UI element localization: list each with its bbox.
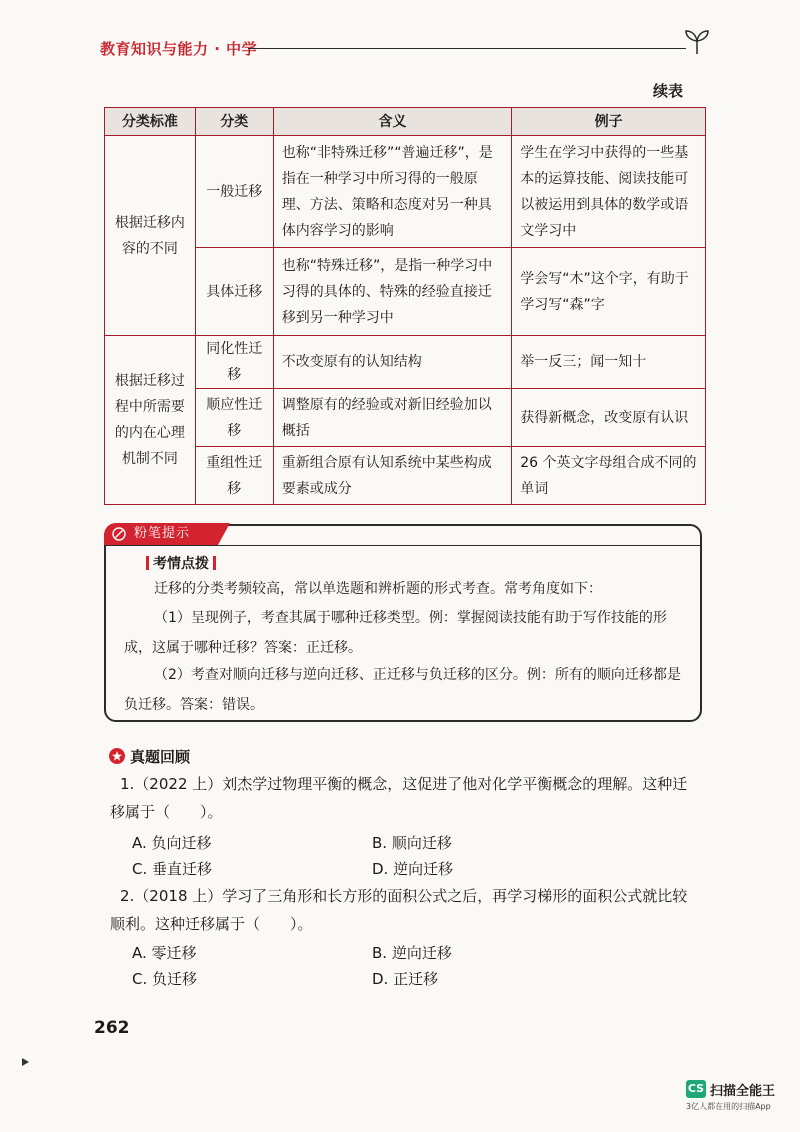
category-cell: 一般迁移 — [195, 136, 273, 248]
review-heading: 真题回顾 — [130, 748, 191, 766]
table-row — [105, 336, 706, 389]
criterion-cell: 根据迁移内容的不同 — [105, 136, 196, 336]
meaning-cell: 不改变原有的认知结构 — [273, 336, 512, 389]
tip-tab-label: 粉笔提示 — [134, 526, 191, 541]
table-row — [105, 248, 706, 336]
scanner-tagline: 3亿人都在用的扫描App — [686, 1102, 771, 1111]
q2-option-b: B. 逆向迁移 — [372, 944, 452, 962]
table-row — [105, 136, 706, 248]
scanner-app-name: 扫描全能王 — [710, 1084, 776, 1099]
example-cell: 26 个英文字母组合成不同的单词 — [512, 447, 706, 505]
meaning-cell: 也称“特殊迁移”，是指一种学习中习得的具体的、特殊的经验直接迁移到另一种学习中 — [273, 248, 512, 336]
meaning-cell: 重新组合原有认知系统中某些构成要素或成分 — [273, 447, 512, 505]
q2-option-a: A. 零迁移 — [132, 944, 197, 962]
q2-option-c: C. 负迁移 — [132, 970, 198, 988]
tip-box-rule — [104, 545, 700, 546]
tip-heading — [142, 553, 220, 573]
example-cell: 学会写“木”这个字，有助于学习写“森”字 — [512, 248, 706, 336]
meaning-cell: 也称“非特殊迁移”“普遍迁移”，是指在一种学习中所习得的一般原理、方法、策略和态度对另一种具体内容学习的影响 — [273, 136, 512, 248]
header-rule — [248, 48, 686, 49]
question-2-stem: 2.（2018 上）学习了三角形和长方形的面积公式之后，再学习梯形的面积公式就比较顺利。这种迁移属于（ ）。 — [110, 887, 688, 933]
page-number: 262 — [94, 1018, 130, 1038]
q2-option-d: D. 正迁移 — [372, 970, 439, 988]
corner-mark — [22, 1058, 29, 1066]
header-meaning: 含义 — [273, 108, 512, 136]
review-star-icon — [108, 747, 126, 765]
table-row — [105, 447, 706, 505]
tip-tab-tail — [218, 523, 230, 545]
question-1-stem: 1.（2022 上）刘杰学过物理平衡的概念，这促进了他对化学平衡概念的理解。这种迁移属于（ ）。 — [110, 775, 688, 821]
category-cell: 顺应性迁移 — [195, 389, 273, 447]
header-example: 例子 — [512, 108, 706, 136]
page-header-title: 教育知识与能力 · 中学 — [100, 40, 258, 58]
example-cell: 获得新概念，改变原有认识 — [512, 389, 706, 447]
chalk-icon — [112, 527, 126, 541]
scanner-logo: CS — [686, 1080, 706, 1098]
category-cell: 重组性迁移 — [195, 447, 273, 505]
tip-intro: 迁移的分类考频较高，常以单选题和辨析题的形式考查。常考角度如下： — [154, 581, 602, 597]
header-category: 分类 — [195, 108, 273, 136]
tip-point-2: （2）考查对顺向迁移与逆向迁移、正迁移与负迁移的区分。例：所有的顺向迁移都是负迁移。答案：错误。 — [124, 667, 681, 713]
transfer-classification-table — [104, 107, 706, 505]
criterion-cell: 根据迁移过程中所需要的内在心理机制不同 — [105, 336, 196, 505]
tip-heading-text: 考情点拨 — [153, 556, 209, 572]
continued-label: 续表 — [653, 82, 684, 100]
sprout-icon — [680, 28, 714, 54]
tip-point-1: （1）呈现例子，考查其属于哪种迁移类型。例：掌握阅读技能有助于写作技能的形成，这属于哪种迁移？答案：正迁移。 — [124, 610, 667, 656]
q1-option-c: C. 垂直迁移 — [132, 860, 213, 878]
q1-option-d: D. 逆向迁移 — [372, 860, 454, 878]
q1-option-b: B. 顺向迁移 — [372, 834, 452, 852]
table-header-row — [105, 108, 706, 136]
example-cell: 举一反三；闻一知十 — [512, 336, 706, 389]
category-cell: 具体迁移 — [195, 248, 273, 336]
header-criterion: 分类标准 — [105, 108, 196, 136]
table-row — [105, 389, 706, 447]
tip-tab — [104, 523, 218, 545]
meaning-cell: 调整原有的经验或对新旧经验加以概括 — [273, 389, 512, 447]
category-cell: 同化性迁移 — [195, 336, 273, 389]
q1-option-a: A. 负向迁移 — [132, 834, 212, 852]
example-cell: 学生在学习中获得的一些基本的运算技能、阅读技能可以被运用到具体的数学或语文学习中 — [512, 136, 706, 248]
